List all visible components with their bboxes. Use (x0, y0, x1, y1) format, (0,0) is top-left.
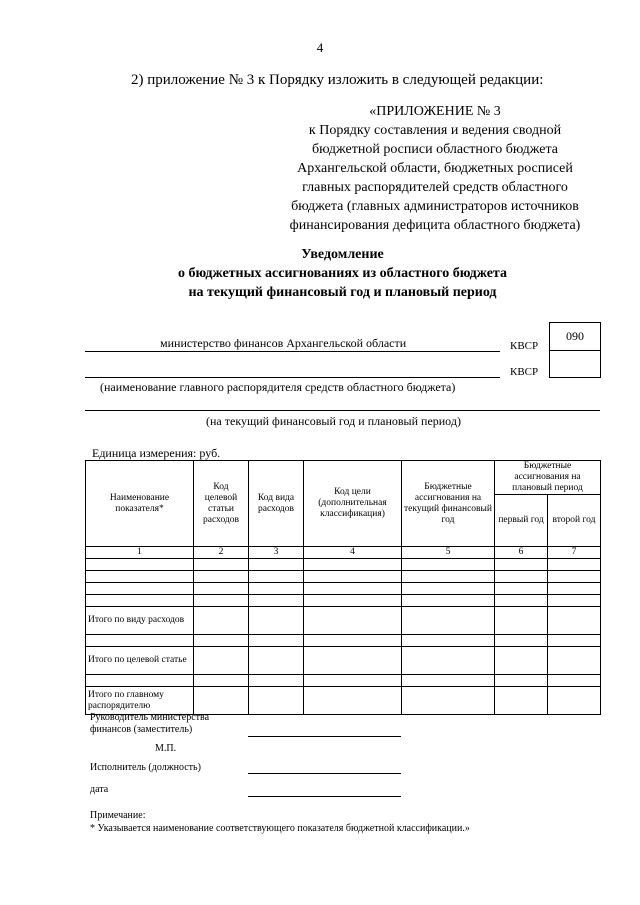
table-row (86, 571, 601, 583)
executor-line (248, 773, 401, 774)
second-underline (85, 377, 500, 378)
intro-text: 2) приложение № 3 к Порядку изложить в следующей редакции: (131, 72, 544, 88)
table-row (86, 647, 601, 675)
appendix-line: бюджетной росписи областного бюджета (312, 142, 558, 157)
table-row (86, 607, 601, 635)
head-signature-label: Руководитель министерства финансов (заместитель) (90, 712, 210, 735)
table-row (86, 687, 601, 715)
header-expense-type: Код вида расходов (249, 461, 304, 547)
notice-title-line: о бюджетных ассигнованиях из областного бюджета (178, 266, 507, 281)
period-underline (85, 410, 600, 411)
header-target-article: Код целевой статьи расходов (194, 461, 249, 547)
table-row (86, 635, 601, 647)
notice-title-line: Уведомление (301, 247, 384, 262)
kvsr-empty-box (549, 350, 601, 378)
kvsr-label: КВСР (510, 366, 539, 378)
appendix-line: к Порядку составления и ведения сводной (308, 123, 562, 138)
appendix-line: Архангельской области, бюджетных росписей (297, 161, 573, 176)
kvsr-value-box: 090 (549, 322, 601, 351)
date-line (248, 796, 401, 797)
note-text: * Указывается наименование соответствующего показателя бюджетной классификации.» (90, 823, 470, 834)
total-by-expense-type: Итого по виду расходов (86, 607, 194, 635)
table-row (86, 583, 601, 595)
table-row (86, 595, 601, 607)
executor-label: Исполнитель (должность) (90, 762, 201, 773)
column-number: 3 (249, 547, 304, 559)
kvsr-label: КВСР (510, 340, 539, 352)
total-by-main-manager: Итого по главному распорядителю (86, 687, 194, 715)
appendix-line: бюджета (главных администраторов источников (291, 199, 579, 214)
ministry-underline (85, 351, 500, 352)
column-number: 4 (304, 547, 402, 559)
header-planned-period: Бюджетные ассигнования на плановый период (495, 461, 601, 495)
notice-title-line: на текущий финансовый год и плановый период (188, 285, 497, 300)
header-second-year: второй год (548, 495, 601, 547)
column-number: 5 (402, 547, 495, 559)
appendix-header (270, 102, 600, 235)
page-number: 4 (316, 40, 324, 55)
note-label: Примечание: (90, 810, 146, 821)
notice-title (60, 245, 625, 302)
header-name: Наименование показателя* (86, 461, 194, 547)
unit-of-measure: Единица измерения: руб. (92, 446, 221, 460)
appendix-line: финансирования дефицита областного бюджета) (289, 218, 581, 233)
header-purpose-code: Код цели (дополнительная классификация) (304, 461, 402, 547)
appendix-line: «ПРИЛОЖЕНИЕ № 3 (369, 104, 501, 119)
column-number: 2 (194, 547, 249, 559)
header-first-year: первый год (495, 495, 548, 547)
date-label: дата (90, 784, 109, 795)
allocations-table (85, 460, 601, 715)
column-number: 7 (548, 547, 601, 559)
total-by-target-article: Итого по целевой статье (86, 647, 194, 675)
stamp-label: М.П. (155, 743, 177, 754)
ministry-caption: (наименование главного распорядителя средств областного бюджета) (100, 380, 456, 394)
head-signature-line (248, 736, 401, 737)
period-caption: (на текущий финансовый год и плановый период) (206, 414, 461, 428)
table-row (86, 675, 601, 687)
header-current-year: Бюджетные ассигнования на текущий финансовый год (402, 461, 495, 547)
column-number: 1 (86, 547, 194, 559)
appendix-line: главных распорядителей средств областного (302, 180, 568, 195)
ministry-name: министерство финансов Архангельской области (160, 336, 407, 350)
column-number: 6 (495, 547, 548, 559)
table-row (86, 559, 601, 571)
